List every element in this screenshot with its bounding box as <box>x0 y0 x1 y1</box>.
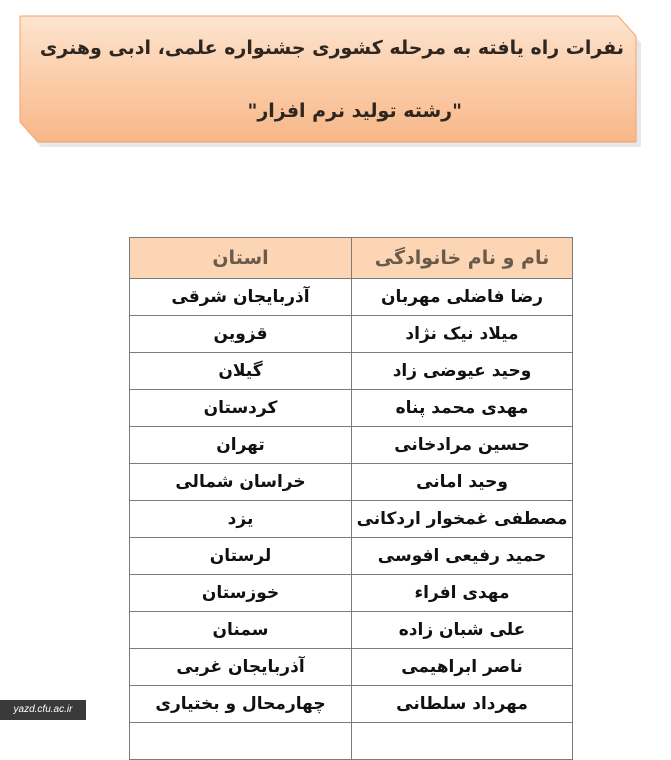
cell-name: رضا فاضلی مهربان <box>352 279 573 316</box>
table-row <box>130 538 573 575</box>
results-table <box>129 237 572 760</box>
cell-name: حمید رفیعی افوسی <box>352 538 573 575</box>
table-row <box>130 390 573 427</box>
table-row <box>130 279 573 316</box>
cell-name: ناصر ابراهیمی <box>352 649 573 686</box>
title-banner <box>18 14 642 148</box>
cell-province: گیلان <box>130 353 352 390</box>
cell-province: سمنان <box>130 612 352 649</box>
cell-name: وحید امانی <box>352 464 573 501</box>
cell-name: مهرداد سلطانی <box>352 686 573 723</box>
table-row <box>130 464 573 501</box>
cell-name: وحید عیوضی زاد <box>352 353 573 390</box>
banner-title-line1: نفرات راه یافته به مرحله کشوری جشنواره علمی، ادبی وهنری <box>39 37 624 59</box>
table-row <box>130 427 573 464</box>
table-row <box>130 353 573 390</box>
cell-province: آذربایجان شرقی <box>130 279 352 316</box>
cell-name: مهدی افراء <box>352 575 573 612</box>
cell-name: علی شبان زاده <box>352 612 573 649</box>
cell-name: حسین مرادخانی <box>352 427 573 464</box>
cell-province: کردستان <box>130 390 352 427</box>
cell-province: آذربایجان غربی <box>130 649 352 686</box>
cell-province: خوزستان <box>130 575 352 612</box>
table-row <box>130 575 573 612</box>
banner-title-line2: "رشته تولید نرم افزار" <box>247 100 462 122</box>
table-row-partial <box>130 723 573 760</box>
table-row <box>130 686 573 723</box>
cell-province: خراسان شمالی <box>130 464 352 501</box>
cell-name: مهدی محمد پناه <box>352 390 573 427</box>
column-header-name: نام و نام خانوادگی <box>352 238 573 279</box>
cell-province: لرستان <box>130 538 352 575</box>
banner-shape <box>18 14 642 148</box>
site-watermark-logo: yazd.cfu.ac.ir <box>0 700 86 720</box>
cell-name: مصطفی غمخوار اردکانی <box>352 501 573 538</box>
table-row <box>130 649 573 686</box>
cell-province: تهران <box>130 427 352 464</box>
table-row <box>130 612 573 649</box>
cell-province: چهارمحال و بختیاری <box>130 686 352 723</box>
table-header-row <box>130 238 573 279</box>
table-row <box>130 501 573 538</box>
cell-province: یزد <box>130 501 352 538</box>
cell-name: میلاد نیک نژاد <box>352 316 573 353</box>
column-header-province: استان <box>130 238 352 279</box>
cell-name-partial <box>352 723 573 760</box>
cell-province-partial <box>130 723 352 760</box>
table-row <box>130 316 573 353</box>
cell-province: قزوین <box>130 316 352 353</box>
